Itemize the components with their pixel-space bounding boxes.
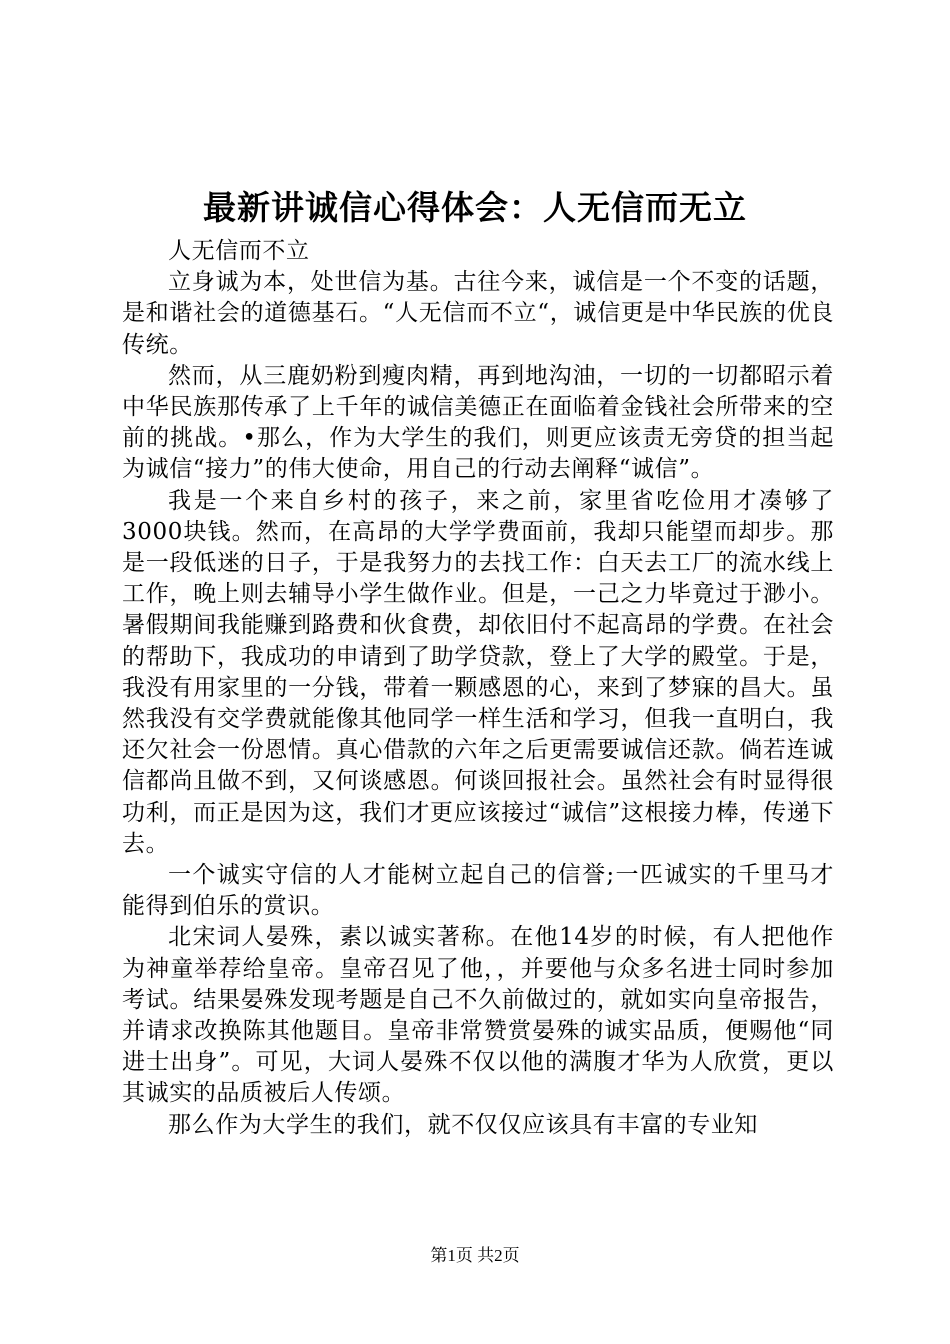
paragraph: 立身诚为本，处世信为基。古往今来，诚信是一个不变的话题，是和谐社会的道德基石。“人无信而不立“，诚信更是中华民族的优良传统。 <box>122 269 834 358</box>
paragraph: 人无信而不立 <box>168 238 310 264</box>
paragraph: 我是一个来自乡村的孩子，来之前，家里省吃俭用才凑够了3000块钱。然而，在高昂的大学学费面前，我却只能望而却步。那是一段低迷的日子，于是我努力的去找工作：白天去工厂的流水线上工作，晚上则去辅导小学生做作业。但是，一己之力毕竟过于渺小。暑假期间我能赚到路费和伙食费，却依旧付不起高昂的学费。在社会的帮助下，我成功的申请到了助学贷款，登上了大学的殿堂。于是，我没有用家里的一分钱，带着一颗感恩的心，来到了梦寐的昌大。虽然我没有交学费就能像其他同学一样生活和学习，但我一直明白，我还欠社会一份恩情。真心借款的六年之后更需要诚信还款。倘若连诚信都尚且做不到，又何谈感恩。何谈回报社会。虽然社会有时显得很功利，而正是因为这，我们才更应该接过“诚信”这根接力棒，传递下去。 <box>122 487 834 857</box>
document-body <box>122 236 834 1141</box>
paragraph: 那么作为大学生的我们，就不仅仅应该具有丰富的专业知 <box>168 1111 758 1138</box>
paragraph: 北宋词人晏殊，素以诚实著称。在他14岁的时候，有人把他作为神童举荐给皇帝。皇帝召见了他，，并要他与众多名进士同时参加考试。结果晏殊发现考题是自己不久前做过的，就如实向皇帝报告，并请求改换陈其他题目。皇帝非常赞赏晏殊的诚实品质，便赐他“同进士出身”。可见，大词人晏殊不仅以他的满腹才华为人欣赏，更以其诚实的品质被后人传颂。 <box>122 924 834 1107</box>
paragraph: 一个诚实守信的人才能树立起自己的信誉;一匹诚实的千里马才能得到伯乐的赏识。 <box>122 862 834 920</box>
document-title: 最新讲诚信心得体会：人无信而无立 <box>203 188 747 227</box>
page-footer: 第1页 共2页 <box>430 1246 520 1265</box>
paragraph: 然而，从三鹿奶粉到瘦肉精，再到地沟油，一切的一切都昭示着中华民族那传承了上千年的诚信美德正在面临着金钱社会所带来的空前的挑战。•那么，作为大学生的我们，则更应该责无旁贷的担当起为诚信“接力”的伟大使命，用自己的行动去阐释“诚信”。 <box>122 362 834 483</box>
